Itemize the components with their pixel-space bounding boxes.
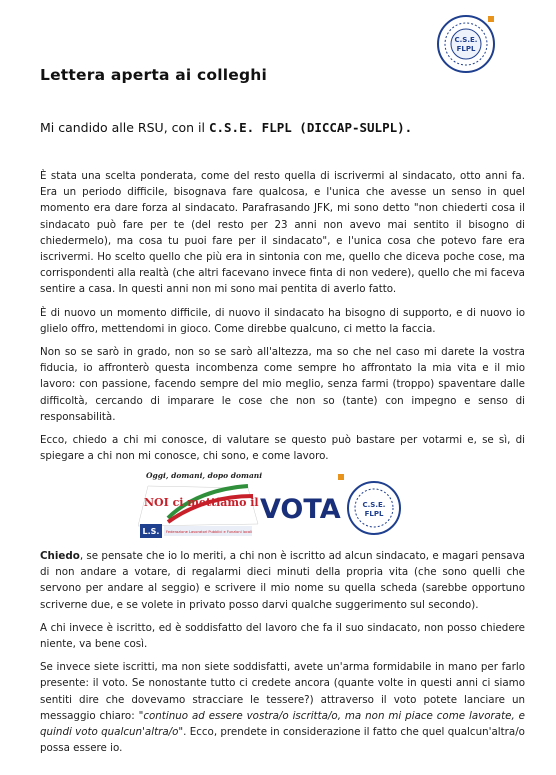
paragraph-3: Non so se sarò in grado, non so se sarò all'altezza, ma so che nel caso mi darete la vostra fiducia, io affronterò questa incombenza come sempre ho affrontato la mia vita e il mio lavoro: con passione, facendo sempre del mio meglio, senza farmi (troppo) spaventare dalle difficoltà, cercando di imparare le cose che non so (tante) con impegno e senso di responsabilità. (40, 346, 525, 423)
last-quote: "continuo ad essere vostra/o iscritta/o, ma non mi piace come lavorate, e quindi voto qualcun'altra/o" (40, 709, 525, 739)
banner-logo-top: C.S.E. (362, 501, 386, 509)
banner-vota: VOTA (260, 494, 341, 525)
banner-sigla: L.S. (142, 527, 160, 536)
paragraph-chiedo (40, 548, 525, 613)
last-part-1: Se invece siete iscritti, ma non siete soddisfatti, avete un'arma formidabile in mano per farlo presente: il voto. Se nonostante tutto ci credete ancora (quante volte in questi anni ci siamo sentiti dire che dovevamo stracciare le tessere?) attraverso il voto potete lanciare un messaggio chiaro: (40, 661, 525, 722)
subtitle-prefix: Mi candido alle RSU, con il (40, 120, 205, 135)
logo-text-top: C.S.E. (454, 36, 478, 44)
banner-logo-bottom: FLPL (364, 510, 384, 518)
chiedo-rest: , se pensate che io lo meriti, a chi non è iscritto ad alcun sindacato, e magari pensava di non andare a votare, di regalarmi dieci minuti della propria vita (che sono quelli che servono per andare al seggio) e scrivere il mio nome su quella scheda (sarebbe opportuno scriverne due, e se volete in privato posso darvi qualche suggerimento sul secondo). (40, 550, 525, 611)
banner-small-label: Federazione Lavoratori Pubblici e Funzioni locali (166, 530, 253, 534)
paragraph-2: È di nuovo un momento difficile, di nuovo il sindacato ha bisogno di supporto, e di nuovo io glielo offro, mettendomi in gioco. Come direbbe qualcuno, ci metto la faccia. (40, 306, 525, 335)
subtitle-org: C.S.E. FLPL (DICCAP-SULPL). (208, 120, 413, 135)
banner-slogan: NOI ci mettiamo il (144, 496, 259, 509)
letter-body-lower (40, 548, 525, 763)
logo-corner-mark (488, 16, 494, 22)
letter-body (40, 168, 525, 471)
vota-banner (138, 468, 418, 542)
banner-tagline: Oggi, domani, dopo domani (146, 471, 263, 480)
paragraph-iscritto: A chi invece è iscritto, ed è soddisfatto del lavoro che fa il suo sindacato, non posso chiedere niente, va bene così. (40, 621, 525, 651)
subtitle (40, 120, 520, 135)
paragraph-last (40, 659, 525, 756)
paragraph-4: Ecco, chiedo a chi mi conosce, di valutare se questo può bastare per votarmi e, se sì, di spiegare a chi non mi conosce, chi sono, e come lavoro. (40, 434, 525, 463)
chiedo-bold: Chiedo (40, 550, 80, 562)
paragraph-1: È stata una scelta ponderata, come del resto quella di iscrivermi al sindacato, otto anni fa. Era un periodo difficile, bisognava fare qualcosa, e l'unica che avesse un senso in quel momento era dare forza al sindacato. Parafrasando JFK, mi sono detto "non chiederti cosa il sindacato può fare per te (del resto per 23 anni non avevo mai sentito il bisogno di chiedermelo), ma cosa tu puoi fare per il sindacato", e l'unica cosa che potevo fare era iscrivermi. Ho scelto quello che più era in sintonia con me, quello che diceva poche cose, ma corrispondenti alla realtà (che altri facevano invece finta di non vedere), quello che mi faceva sentire a casa. In questi anni non mi sono mai pentita di averlo fatto. (40, 170, 525, 296)
logo-text-bottom: FLPL (456, 45, 476, 53)
page-title: Lettera aperta ai colleghi (40, 66, 267, 84)
cse-flpl-logo (436, 14, 496, 74)
last-part-2: . Ecco, prendete in considerazione il fatto che quel qualcun'altra/o possa essere io. (40, 726, 525, 755)
